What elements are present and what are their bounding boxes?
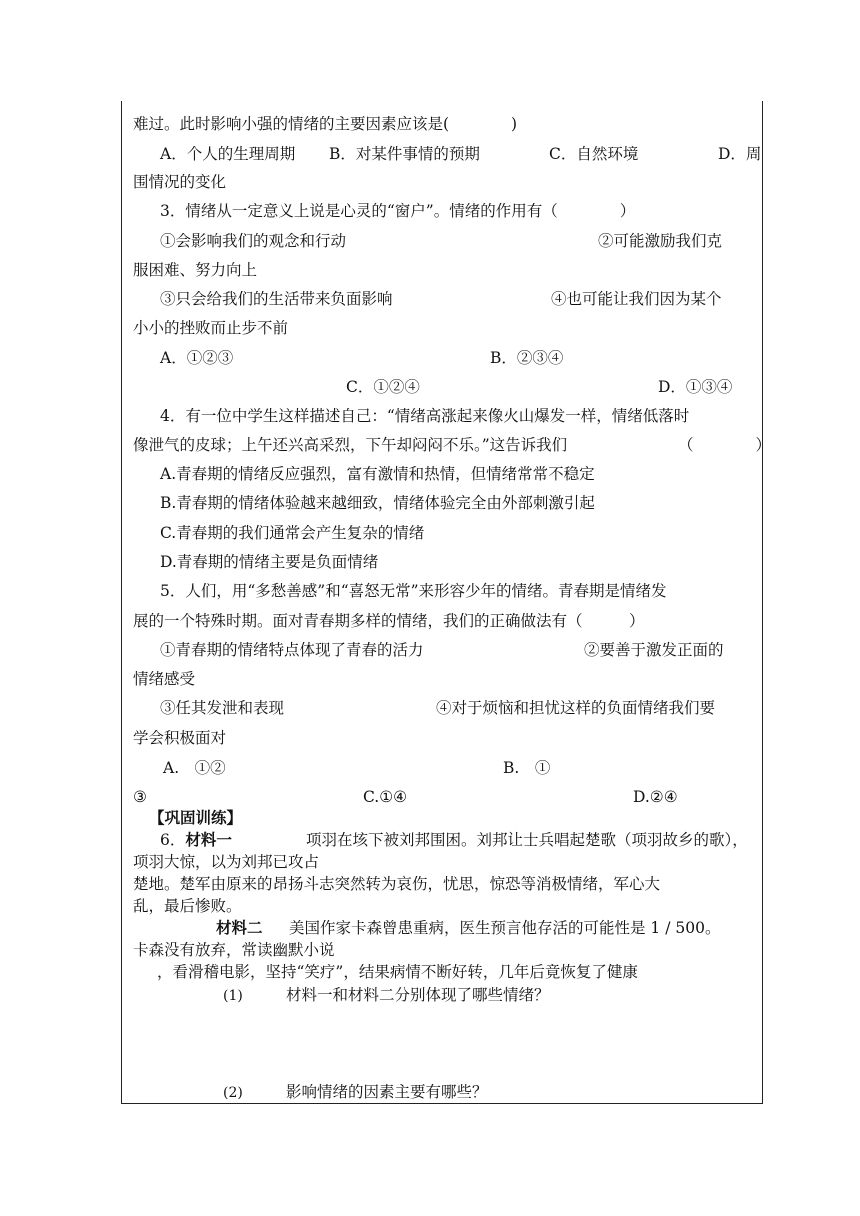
q4-stem-cont: 像泄气的皮球；上午还兴高采烈，下午却闷闷不乐。”这告诉我们 xyxy=(133,436,568,454)
q4-option-a: A.青春期的情绪反应强烈，富有激情和热情，但情绪常常不稳定 xyxy=(160,465,595,483)
q3-item-3: ③只会给我们的生活带来负面影响 xyxy=(160,290,393,308)
q5-option-c: C.①④ xyxy=(363,788,408,806)
q6-material-2-text-cont2: ，看滑稽电影，坚持“笑疗”，结果病情不断好转，几年后竟恢复了健康 xyxy=(157,963,638,981)
q3-item-4: ④也可能让我们因为某个 xyxy=(551,290,722,308)
q5-item-4: ④对于烦恼和担忧这样的负面情绪我们要 xyxy=(436,699,716,717)
q2-option-b: B．对某件事情的预期 xyxy=(329,145,480,163)
q5-option-b: B. ① xyxy=(503,759,551,777)
q4-option-b: B.青春期的情绪体验越来越细致，情绪体验完全由外部刺激引起 xyxy=(160,494,595,512)
q6-material-1-text-cont3: 乱，最后惨败。 xyxy=(133,897,242,915)
q6-material-2-text-cont: 卡森没有放弃，常读幽默小说 xyxy=(133,941,335,959)
q6-material-2-label: 材料二 xyxy=(216,918,263,937)
q2-option-d-cont: 围情况的变化 xyxy=(133,173,227,191)
q6-sub2-question: 影响情绪的因素主要有哪些？ xyxy=(286,1083,488,1101)
q5-item-2-cont: 情绪感受 xyxy=(133,670,196,688)
q2-option-c: C．自然环境 xyxy=(549,145,639,163)
q3-option-d: D．①③④ xyxy=(658,378,733,396)
q5-item-1: ①青春期的情绪特点体现了青春的活力 xyxy=(160,641,424,659)
q4-option-d: D.青春期的情绪主要是负面情绪 xyxy=(160,553,379,571)
q6-num: 6． xyxy=(160,831,186,849)
q4-option-c: C.青春期的我们通常会产生复杂的情绪 xyxy=(160,524,425,542)
q3-item-2-cont: 服困难、努力向上 xyxy=(133,261,258,279)
q6-sub2-number: (2) xyxy=(223,1085,243,1101)
q5-option-a: A. ①② xyxy=(163,759,226,777)
q3-item-1: ①会影响我们的观念和行动 xyxy=(160,232,347,250)
q6-material-1-text-cont2: 楚地。楚军由原来的昂扬斗志突然转为哀伤，忧思，惊恐等消极情绪，军心大 xyxy=(133,875,661,893)
q3-stem: 3．情绪从一定意义上说是心灵的“窗户”。情绪的作用有（ ） xyxy=(160,202,636,220)
q3-option-a: A．①②③ xyxy=(160,349,234,367)
q3-option-c: C．①②④ xyxy=(346,378,420,396)
q6-material-1-text-cont: 项羽大惊，以为刘邦已攻占 xyxy=(133,853,320,871)
q3-option-b: B．②③④ xyxy=(490,349,564,367)
q2-stem: 难过。此时影响小强的情绪的主要因素应该是( ) xyxy=(133,115,518,133)
q5-item-3: ③任其发泄和表现 xyxy=(160,699,285,717)
q5-stem: 5．人们，用“多愁善感”和“喜怒无常”来形容少年的情绪。青春期是情绪发 xyxy=(160,582,667,600)
q6-material-1-label: 材料一 xyxy=(185,830,232,849)
section-title: 【巩固训练】 xyxy=(149,808,243,827)
q6-sub1-question: 材料一和材料二分别体现了哪些情绪？ xyxy=(286,986,550,1004)
q2-option-a: A．个人的生理周期 xyxy=(160,145,296,163)
q6-material-1-text: 项羽在垓下被刘邦围困。刘邦让士兵唱起楚歌（项羽故乡的歌）， xyxy=(306,831,748,849)
q5-item-4-cont: 学会积极面对 xyxy=(133,729,227,747)
q6-sub1-number: (1) xyxy=(223,988,243,1004)
q4-answer-paren: （ ） xyxy=(678,436,772,454)
q5-stem-cont: 展的一个特殊时期。面对青春期多样的情绪，我们的正确做法有（ ） xyxy=(133,612,645,630)
q5-option-b-cont: ③ xyxy=(133,788,147,806)
q5-item-2: ②要善于激发正面的 xyxy=(584,641,724,659)
q5-option-d: D.②④ xyxy=(633,788,678,806)
q6-number xyxy=(160,830,232,850)
q4-stem: 4．有一位中学生这样描述自己：“情绪高涨起来像火山爆发一样，情绪低落时 xyxy=(160,407,690,425)
q2-option-d: D．周 xyxy=(718,145,762,163)
q6-material-2-text: 美国作家卡森曾患重病，医生预言他存活的可能性是 1 / 500。 xyxy=(289,919,721,937)
q3-item-4-cont: 小小的挫败而止步不前 xyxy=(133,319,289,337)
q3-item-2: ②可能激励我们克 xyxy=(598,232,723,250)
